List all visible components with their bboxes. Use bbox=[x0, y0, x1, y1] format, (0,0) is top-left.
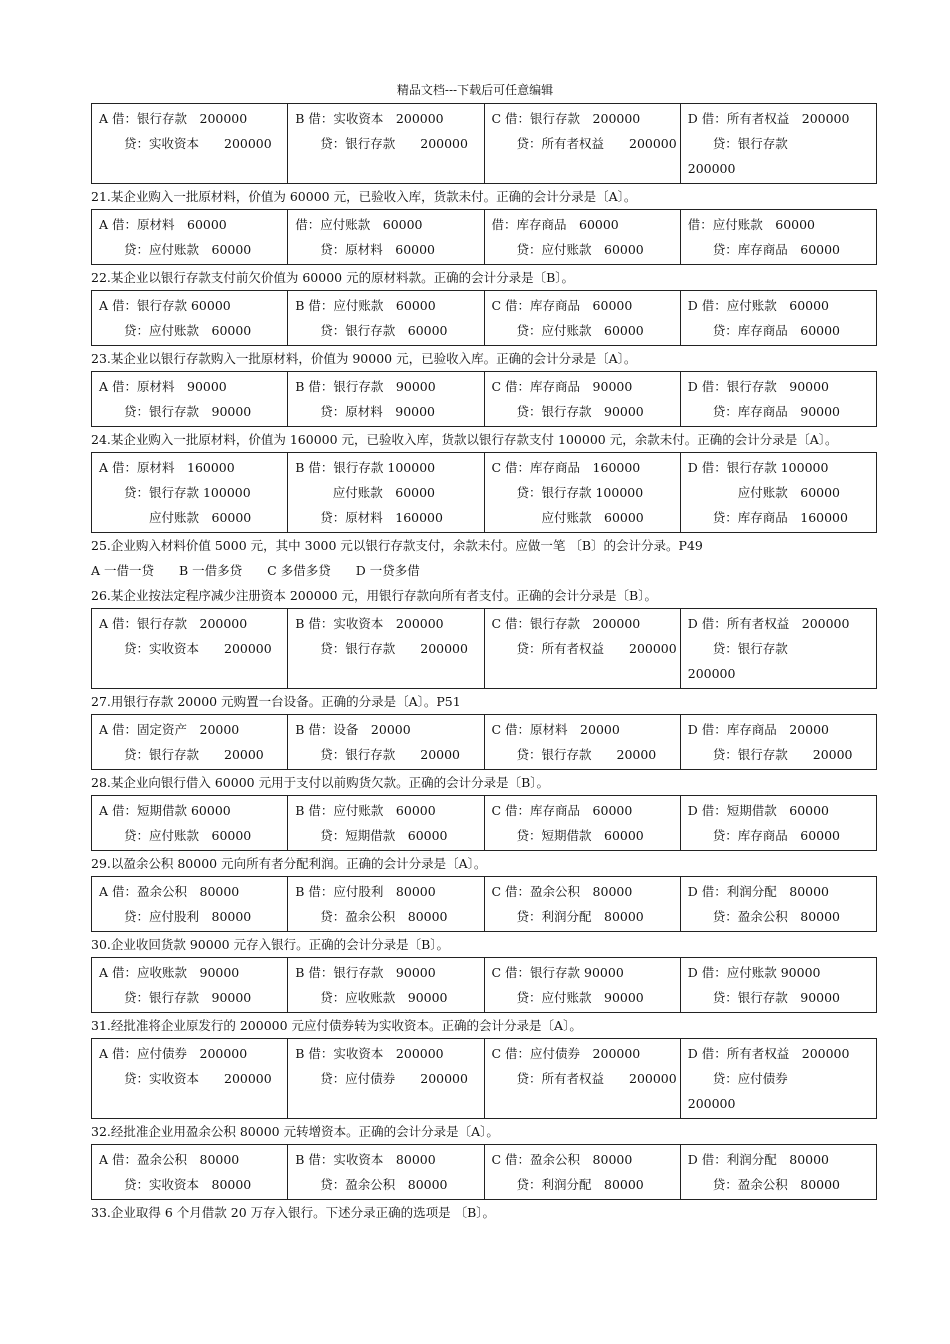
option-cell bbox=[92, 372, 288, 427]
entry-line: D 借：利润分配 80000 bbox=[687, 884, 830, 899]
entry-line: C 借：银行存款 200000 bbox=[491, 111, 641, 126]
entry-line: D 借：应付账款 90000 bbox=[687, 965, 821, 980]
options-table bbox=[91, 452, 877, 533]
entry-line: 贷：银行存款 bbox=[687, 641, 788, 656]
question-text: 23.某企业以银行存款购入一批原材料，价值为 90000 元，已验收入库。正确的会计分录是〔A〕。 bbox=[91, 351, 637, 366]
entry-line: 贷：银行存款 90000 bbox=[99, 990, 252, 1005]
entry-line: C 借：库存商品 60000 bbox=[491, 298, 633, 313]
entry-line: 贷：盈余公积 80000 bbox=[687, 909, 841, 924]
entry-line: D 借：银行存款 100000 bbox=[687, 460, 829, 475]
entry-line: 贷：盈余公积 80000 bbox=[295, 909, 448, 924]
entry-line: 贷：短期借款 60000 bbox=[491, 828, 644, 843]
option-cell bbox=[92, 715, 288, 770]
entry-line: D 借：所有者权益 200000 bbox=[687, 616, 850, 631]
question-text: 27.用银行存款 20000 元购置一台设备。正确的分录是〔A〕。P51 bbox=[91, 694, 461, 709]
entry-line: 贷：银行存款 20000 bbox=[295, 747, 461, 762]
entry-line: D 借：利润分配 80000 bbox=[687, 1152, 830, 1167]
option-cell bbox=[680, 1039, 876, 1119]
entry-line: 贷：银行存款 200000 bbox=[295, 136, 468, 151]
entry-line: 贷：短期借款 60000 bbox=[295, 828, 448, 843]
entry-line: 贷：应付账款 60000 bbox=[99, 828, 252, 843]
entry-line: C 借：银行存款 90000 bbox=[491, 965, 624, 980]
entry-line: 贷：银行存款 100000 bbox=[491, 485, 644, 500]
entry-line: 贷：银行存款 bbox=[687, 136, 788, 151]
entry-line: 贷：原材料 160000 bbox=[295, 510, 443, 525]
entry-line: 贷：实收资本 80000 bbox=[99, 1177, 252, 1192]
entry-line: B 借：银行存款 100000 bbox=[295, 460, 436, 475]
entry-line: A 借：固定资产 20000 bbox=[99, 722, 240, 737]
entry-line: C 借：库存商品 90000 bbox=[491, 379, 633, 394]
choice-list: A 一借一贷 B 一借多贷 C 多借多贷 D 一贷多借 bbox=[91, 563, 420, 578]
entry-line: 贷：应付账款 60000 bbox=[491, 323, 644, 338]
option-cell bbox=[288, 715, 484, 770]
options-table bbox=[91, 1144, 877, 1200]
entry-line: 200000 bbox=[687, 1096, 736, 1111]
options-table bbox=[91, 714, 877, 770]
options-table bbox=[91, 876, 877, 932]
entry-line: 应付账款 60000 bbox=[491, 510, 644, 525]
entry-line: C 借：盈余公积 80000 bbox=[491, 1152, 633, 1167]
option-cell bbox=[288, 796, 484, 851]
entry-line: C 借：银行存款 200000 bbox=[491, 616, 641, 631]
entry-line: A 借：原材料 60000 bbox=[99, 217, 227, 232]
entry-line: 贷：银行存款 200000 bbox=[295, 641, 468, 656]
entry-line: 借：库存商品 60000 bbox=[491, 217, 619, 232]
entry-line: 贷：应付债券 200000 bbox=[295, 1071, 468, 1086]
option-cell bbox=[288, 609, 484, 689]
entry-line: 借：应付账款 60000 bbox=[295, 217, 423, 232]
entry-line: 贷：利润分配 80000 bbox=[491, 909, 644, 924]
option-cell bbox=[680, 453, 876, 533]
entry-line: A 借：银行存款 200000 bbox=[99, 111, 248, 126]
entry-line: C 借：库存商品 60000 bbox=[491, 803, 633, 818]
question-text: 26.某企业按法定程序减少注册资本 200000 元，用银行存款向所有者支付。正确的会计分录是〔B〕。 bbox=[91, 588, 657, 603]
entry-line: 贷：银行存款 100000 bbox=[99, 485, 251, 500]
option-cell bbox=[484, 372, 680, 427]
question-text: 24.某企业购入一批原材料，价值为 160000 元，已验收入库，货款以银行存款支付 100000 元，余款未付。正确的会计分录是〔A〕。 bbox=[91, 432, 838, 447]
option-cell bbox=[680, 958, 876, 1013]
entry-line: A 借：应付债券 200000 bbox=[99, 1046, 248, 1061]
entry-line: 贷：库存商品 160000 bbox=[687, 510, 848, 525]
entry-line: D 借：库存商品 20000 bbox=[687, 722, 830, 737]
option-cell bbox=[92, 877, 288, 932]
entry-line: A 借：应收账款 90000 bbox=[99, 965, 240, 980]
entry-line: 贷：库存商品 60000 bbox=[687, 828, 841, 843]
entry-line: D 借：应付账款 60000 bbox=[687, 298, 830, 313]
entry-line: 贷：库存商品 90000 bbox=[687, 404, 841, 419]
entry-line: 借：应付账款 60000 bbox=[687, 217, 816, 232]
entry-line: 应付账款 60000 bbox=[99, 510, 252, 525]
entry-line: 贷：所有者权益 200000 bbox=[491, 1071, 677, 1086]
entry-line: 贷：应付账款 60000 bbox=[491, 242, 644, 257]
option-cell bbox=[92, 796, 288, 851]
option-cell bbox=[680, 291, 876, 346]
entry-line: A 借：盈余公积 80000 bbox=[99, 884, 240, 899]
entry-line: B 借：银行存款 90000 bbox=[295, 379, 436, 394]
option-cell bbox=[92, 291, 288, 346]
options-table bbox=[91, 290, 877, 346]
entry-line: B 借：设备 20000 bbox=[295, 722, 411, 737]
option-cell bbox=[92, 104, 288, 184]
option-cell bbox=[680, 609, 876, 689]
entry-line: C 借：应付债券 200000 bbox=[491, 1046, 641, 1061]
question-text: 25.企业购入材料价值 5000 元，其中 3000 元以银行存款支付，余款未付。应做一笔 〔B〕的会计分录。P49 bbox=[91, 538, 703, 553]
option-cell bbox=[288, 291, 484, 346]
entry-line: A 借：短期借款 60000 bbox=[99, 803, 231, 818]
option-cell bbox=[484, 210, 680, 265]
option-cell bbox=[288, 1039, 484, 1119]
options-table bbox=[91, 957, 877, 1013]
option-cell bbox=[92, 958, 288, 1013]
option-cell bbox=[288, 210, 484, 265]
option-cell bbox=[288, 104, 484, 184]
entry-line: 贷：银行存款 90000 bbox=[491, 404, 644, 419]
entry-line: 贷：银行存款 20000 bbox=[687, 747, 853, 762]
entry-line: 贷：原材料 60000 bbox=[295, 242, 436, 257]
entry-line: B 借：实收资本 200000 bbox=[295, 616, 444, 631]
entry-line: B 借：应付账款 60000 bbox=[295, 803, 436, 818]
options-table bbox=[91, 209, 877, 265]
entry-line: A 借：盈余公积 80000 bbox=[99, 1152, 240, 1167]
entry-line: 贷：银行存款 90000 bbox=[99, 404, 252, 419]
entry-line: 贷：实收资本 200000 bbox=[99, 136, 272, 151]
options-table bbox=[91, 608, 877, 689]
entry-line: A 借：银行存款 200000 bbox=[99, 616, 248, 631]
option-cell bbox=[484, 796, 680, 851]
option-cell bbox=[680, 210, 876, 265]
entry-line: C 借：库存商品 160000 bbox=[491, 460, 641, 475]
option-cell bbox=[288, 372, 484, 427]
option-cell bbox=[484, 291, 680, 346]
entry-line: 应付账款 60000 bbox=[687, 485, 841, 500]
options-table bbox=[91, 1038, 877, 1119]
entry-line: 贷：所有者权益 200000 bbox=[491, 641, 677, 656]
entry-line: 贷：实收资本 200000 bbox=[99, 1071, 272, 1086]
entry-line: D 借：所有者权益 200000 bbox=[687, 1046, 850, 1061]
question-text: 22.某企业以银行存款支付前欠价值为 60000 元的原材料款。正确的会计分录是〔B〕。 bbox=[91, 270, 575, 285]
page-header: 精品文档---下载后可任意编辑 bbox=[396, 83, 554, 97]
entry-line: 贷：银行存款 20000 bbox=[491, 747, 657, 762]
option-cell bbox=[92, 1145, 288, 1200]
entry-line: 贷：库存商品 60000 bbox=[687, 323, 841, 338]
option-cell bbox=[680, 715, 876, 770]
question-text: 31.经批准将企业原发行的 200000 元应付债券转为实收资本。正确的会计分录是〔A〕。 bbox=[91, 1018, 582, 1033]
entry-line: A 借：银行存款 60000 bbox=[99, 298, 231, 313]
option-cell bbox=[92, 210, 288, 265]
option-cell bbox=[680, 877, 876, 932]
entry-line: 贷：应付账款 60000 bbox=[99, 323, 252, 338]
entry-line: B 借：实收资本 200000 bbox=[295, 111, 444, 126]
entry-line: 贷：应付债券 bbox=[687, 1071, 788, 1086]
options-table bbox=[91, 103, 877, 184]
entry-line: B 借：实收资本 80000 bbox=[295, 1152, 436, 1167]
entry-line: 应付账款 60000 bbox=[295, 485, 436, 500]
entry-line: 贷：所有者权益 200000 bbox=[491, 136, 677, 151]
entry-line: A 借：原材料 90000 bbox=[99, 379, 227, 394]
option-cell bbox=[92, 609, 288, 689]
option-cell bbox=[484, 1145, 680, 1200]
option-cell bbox=[288, 877, 484, 932]
option-cell bbox=[288, 958, 484, 1013]
entry-line: D 借：短期借款 60000 bbox=[687, 803, 830, 818]
entry-line: 贷：银行存款 90000 bbox=[687, 990, 841, 1005]
option-cell bbox=[484, 453, 680, 533]
document-body bbox=[91, 103, 877, 1225]
option-cell bbox=[484, 715, 680, 770]
option-cell bbox=[680, 104, 876, 184]
option-cell bbox=[680, 372, 876, 427]
entry-line: 200000 bbox=[687, 161, 736, 176]
option-cell bbox=[680, 1145, 876, 1200]
question-text: 29.以盈余公积 80000 元向所有者分配利润。正确的会计分录是〔A〕。 bbox=[91, 856, 487, 871]
option-cell bbox=[92, 1039, 288, 1119]
option-cell bbox=[484, 609, 680, 689]
entry-line: 贷：盈余公积 80000 bbox=[687, 1177, 841, 1192]
entry-line: B 借：应付账款 60000 bbox=[295, 298, 436, 313]
entry-line: 贷：利润分配 80000 bbox=[491, 1177, 644, 1192]
entry-line: 贷：应付账款 60000 bbox=[99, 242, 252, 257]
options-table bbox=[91, 371, 877, 427]
entry-line: 贷：应收账款 90000 bbox=[295, 990, 448, 1005]
entry-line: 贷：原材料 90000 bbox=[295, 404, 436, 419]
option-cell bbox=[92, 453, 288, 533]
entry-line: 贷：库存商品 60000 bbox=[687, 242, 841, 257]
entry-line: D 借：所有者权益 200000 bbox=[687, 111, 850, 126]
question-text: 21.某企业购入一批原材料，价值为 60000 元，已验收入库，货款未付。正确的会计分录是〔A〕。 bbox=[91, 189, 637, 204]
option-cell bbox=[484, 1039, 680, 1119]
entry-line: 贷：应付账款 90000 bbox=[491, 990, 644, 1005]
entry-line: B 借：银行存款 90000 bbox=[295, 965, 436, 980]
option-cell bbox=[484, 877, 680, 932]
question-text: 28.某企业向银行借入 60000 元用于支付以前购货欠款。正确的会计分录是〔B〕。 bbox=[91, 775, 550, 790]
entry-line: B 借：应付股利 80000 bbox=[295, 884, 436, 899]
option-cell bbox=[484, 958, 680, 1013]
question-text: 33.企业取得 6 个月借款 20 万存入银行。下述分录正确的选项是 〔B〕。 bbox=[91, 1205, 496, 1220]
entry-line: 贷：银行存款 20000 bbox=[99, 747, 264, 762]
entry-line: C 借：盈余公积 80000 bbox=[491, 884, 633, 899]
entry-line: D 借：银行存款 90000 bbox=[687, 379, 830, 394]
question-text: 32.经批准企业用盈余公积 80000 元转增资本。正确的会计分录是〔A〕。 bbox=[91, 1124, 499, 1139]
entry-line: 贷：实收资本 200000 bbox=[99, 641, 272, 656]
option-cell bbox=[484, 104, 680, 184]
option-cell bbox=[288, 1145, 484, 1200]
entry-line: 200000 bbox=[687, 666, 736, 681]
entry-line: 贷：应付股利 80000 bbox=[99, 909, 252, 924]
option-cell bbox=[680, 796, 876, 851]
question-text: 30.企业收回货款 90000 元存入银行。正确的会计分录是〔B〕。 bbox=[91, 937, 450, 952]
entry-line: B 借：实收资本 200000 bbox=[295, 1046, 444, 1061]
entry-line: C 借：原材料 20000 bbox=[491, 722, 620, 737]
option-cell bbox=[288, 453, 484, 533]
entry-line: 贷：银行存款 60000 bbox=[295, 323, 448, 338]
entry-line: 贷：盈余公积 80000 bbox=[295, 1177, 448, 1192]
options-table bbox=[91, 795, 877, 851]
entry-line: A 借：原材料 160000 bbox=[99, 460, 235, 475]
